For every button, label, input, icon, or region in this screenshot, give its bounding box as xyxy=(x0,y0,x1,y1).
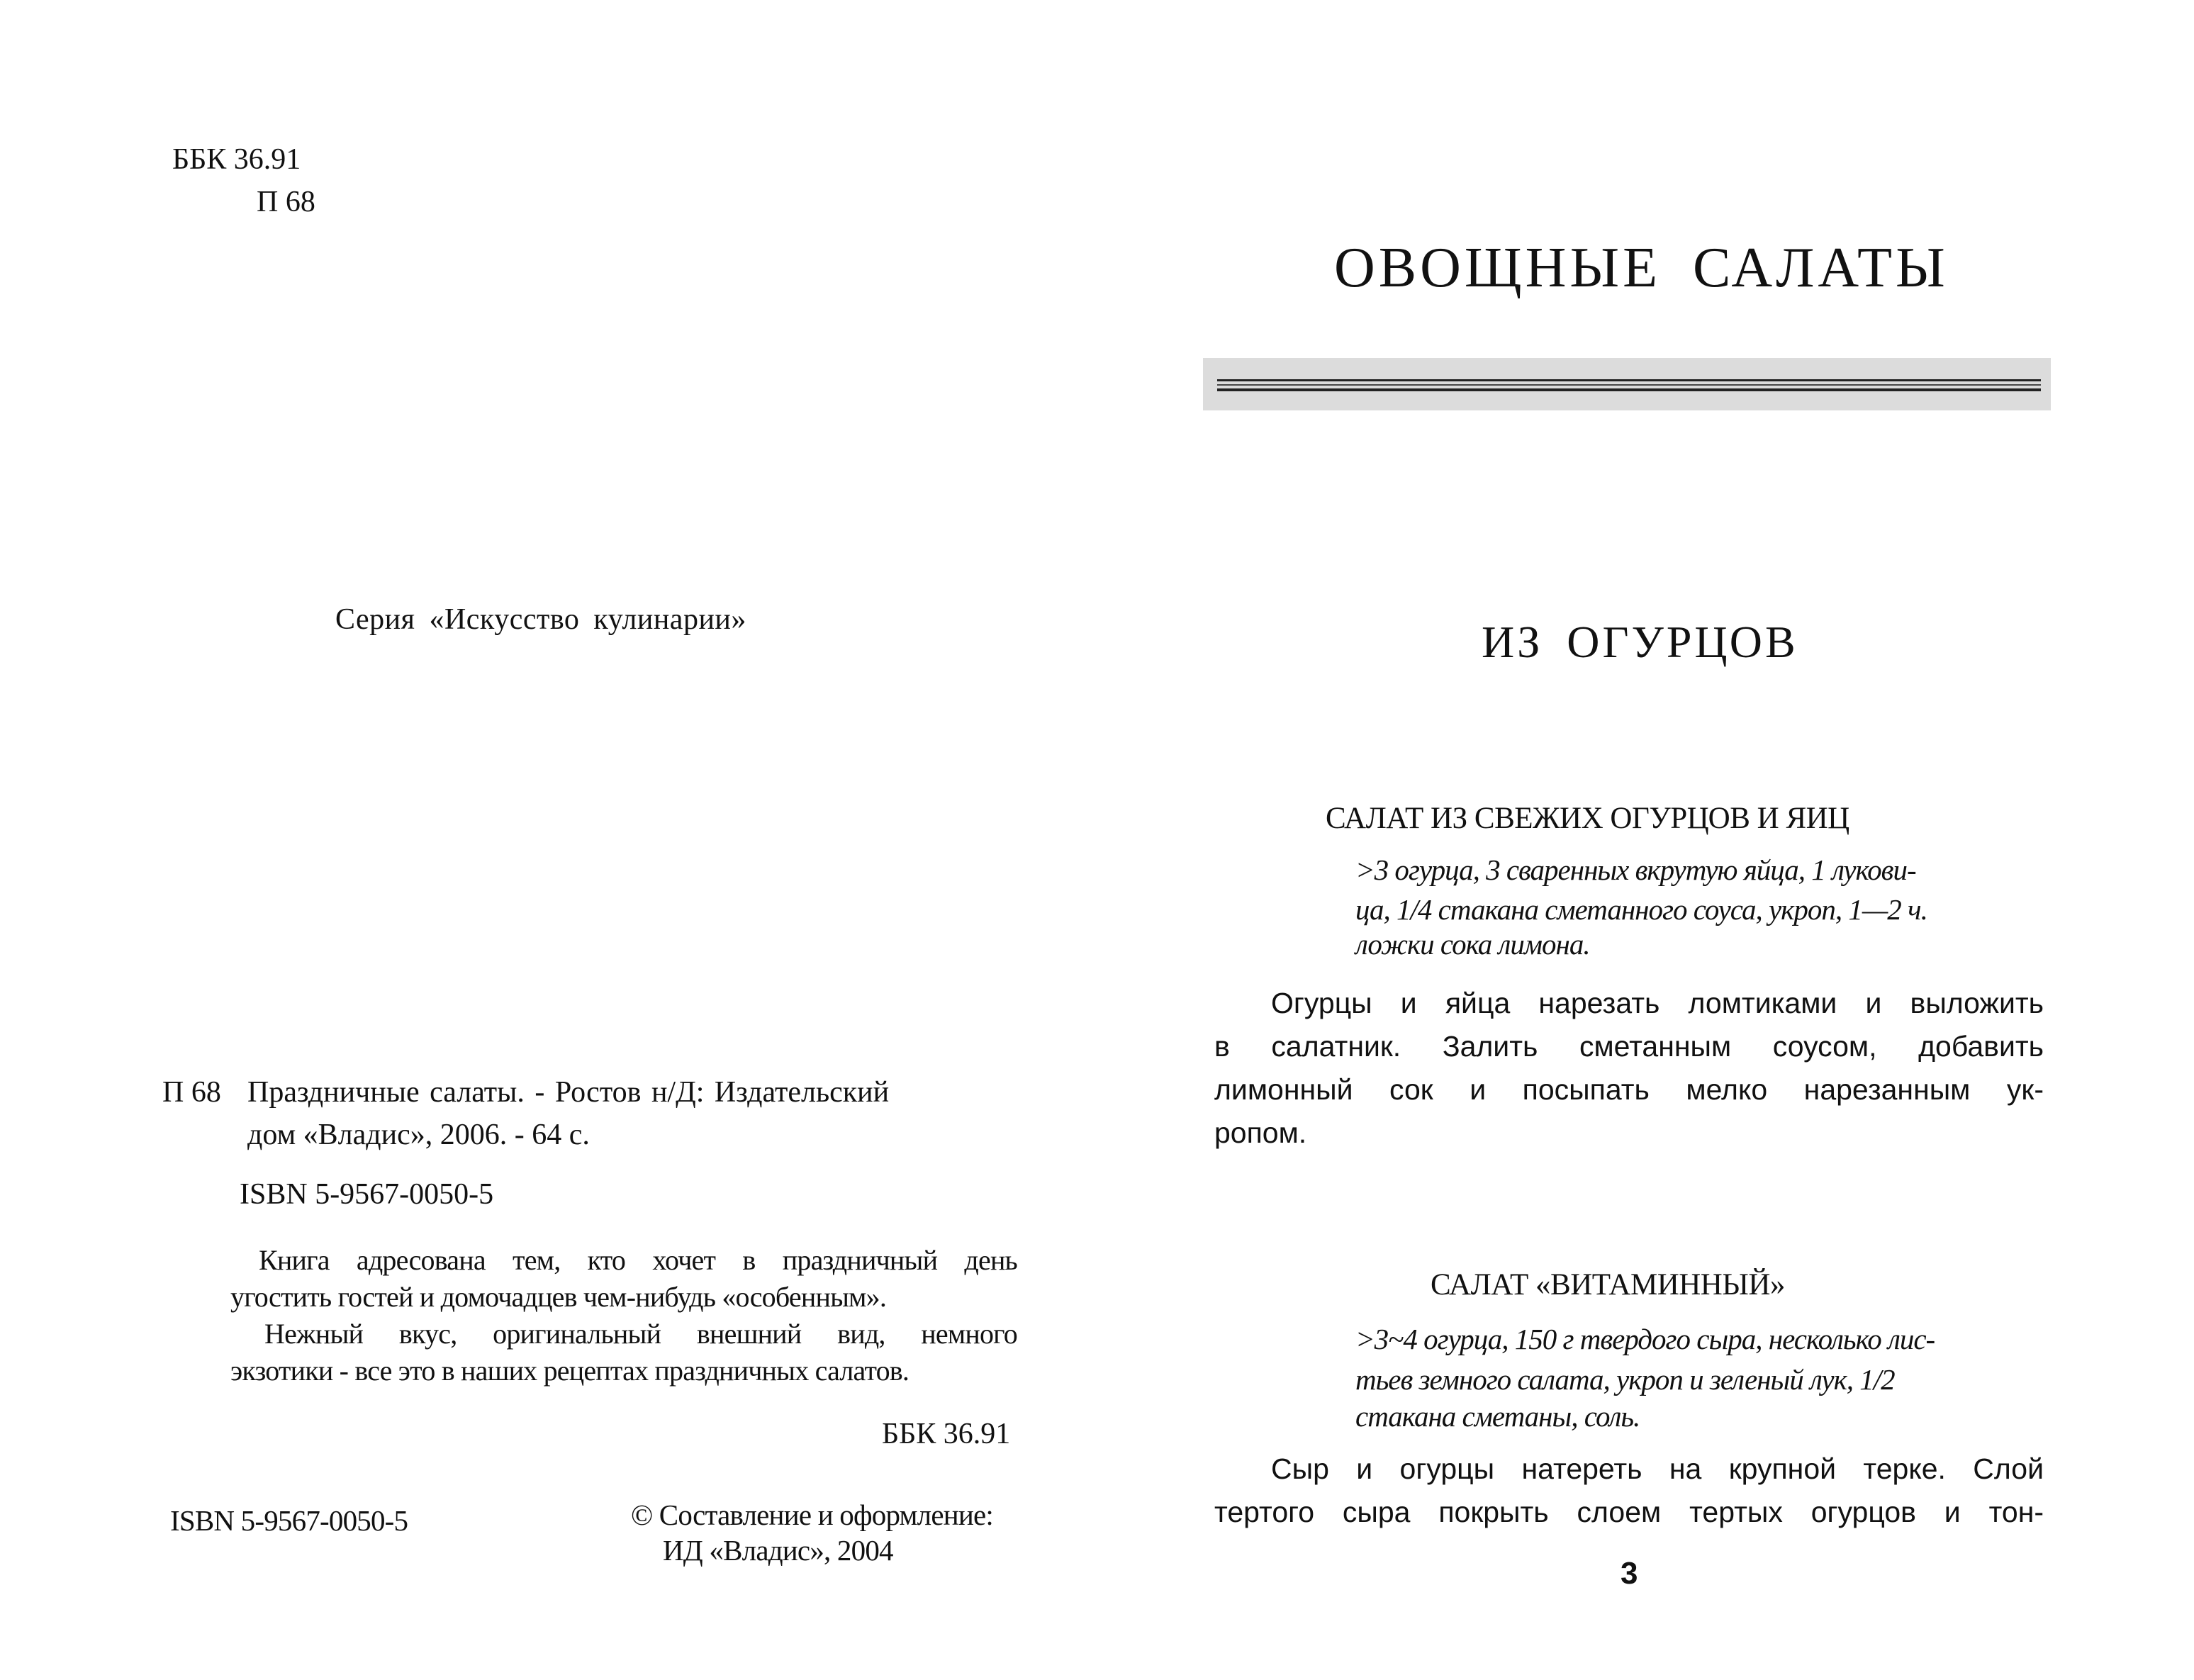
copyright-line-2: ИД «Владис», 2004 xyxy=(663,1534,893,1567)
ingredients-line: ца, 1/4 стакана сметанного соуса, укроп, 1—2 ч. xyxy=(1355,893,1927,926)
method-line: Огурцы и яйца нарезать ломтиками и выложить xyxy=(1271,987,2044,1019)
annotation-line: Книга адресована тем, кто хочет в праздничный день xyxy=(259,1244,1017,1276)
section-title: ИЗ ОГУРЦОВ xyxy=(1482,617,1798,667)
method-line: тертого сыра покрыть слоем тертых огурцов и тон- xyxy=(1214,1496,2044,1528)
biblio-line-2: дом «Владис», 2006. - 64 с. xyxy=(247,1119,590,1151)
page-number: 3 xyxy=(1621,1556,1638,1591)
annotation xyxy=(230,1242,1017,1389)
series-title: Серия «Искусство кулинарии» xyxy=(335,603,746,636)
chapter-title: ОВОЩНЫЕ САЛАТЫ xyxy=(1334,237,1949,299)
biblio-code: П 68 xyxy=(162,1076,221,1109)
bbk-bottom: ББК 36.91 xyxy=(882,1418,1011,1450)
ingredients-line: >3~4 огурца, 150 г твердого сыра, несколько лис- xyxy=(1355,1323,1935,1355)
isbn-bottom: ISBN 5-9567-0050-5 xyxy=(170,1504,408,1537)
method-line: Сыр и огурцы натереть на крупной терке. Слой xyxy=(1271,1452,2044,1485)
ingredients-line: ложки сока лимона. xyxy=(1355,928,1590,961)
copyright-line-1: © Составление и оформление: xyxy=(631,1499,993,1531)
method-line: лимонный сок и посыпать мелко нарезанным ук- xyxy=(1214,1073,2044,1106)
recipe-method xyxy=(1214,1447,2044,1534)
decorative-rule xyxy=(1203,358,2051,410)
bbk-code: ББК 36.91 xyxy=(172,143,301,176)
method-line: в салатник. Залить сметанным соусом, добавить xyxy=(1214,1030,2044,1063)
method-line: ропом. xyxy=(1214,1116,1307,1149)
recipe-method xyxy=(1214,982,2044,1155)
ingredients-line: >3 огурца, 3 сваренных вкрутую яйца, 1 лукови- xyxy=(1355,853,1916,886)
recipe-title: САЛАТ «ВИТАМИННЫЙ» xyxy=(1431,1268,1785,1301)
recipe-title: САЛАТ ИЗ СВЕЖИХ ОГУРЦОВ И ЯИЦ xyxy=(1326,802,1849,835)
annotation-line: Нежный вкус, оригинальный внешний вид, немного xyxy=(264,1318,1017,1350)
isbn: ISBN 5-9567-0050-5 xyxy=(240,1178,494,1211)
ingredients-line: тьев земного салата, укроп и зеленый лук, 1/2 xyxy=(1355,1363,1895,1396)
classification-code: П 68 xyxy=(257,186,315,218)
ingredients-line: стакана сметаны, соль. xyxy=(1355,1400,1640,1433)
annotation-line: экзотики - все это в наших рецептах праздничных салатов. xyxy=(230,1355,909,1387)
annotation-line: угостить гостей и домочадцев чем-нибудь «особенным». xyxy=(230,1281,887,1313)
biblio-line-1: Праздничные салаты. - Ростов н/Д: Издательский xyxy=(247,1076,890,1109)
